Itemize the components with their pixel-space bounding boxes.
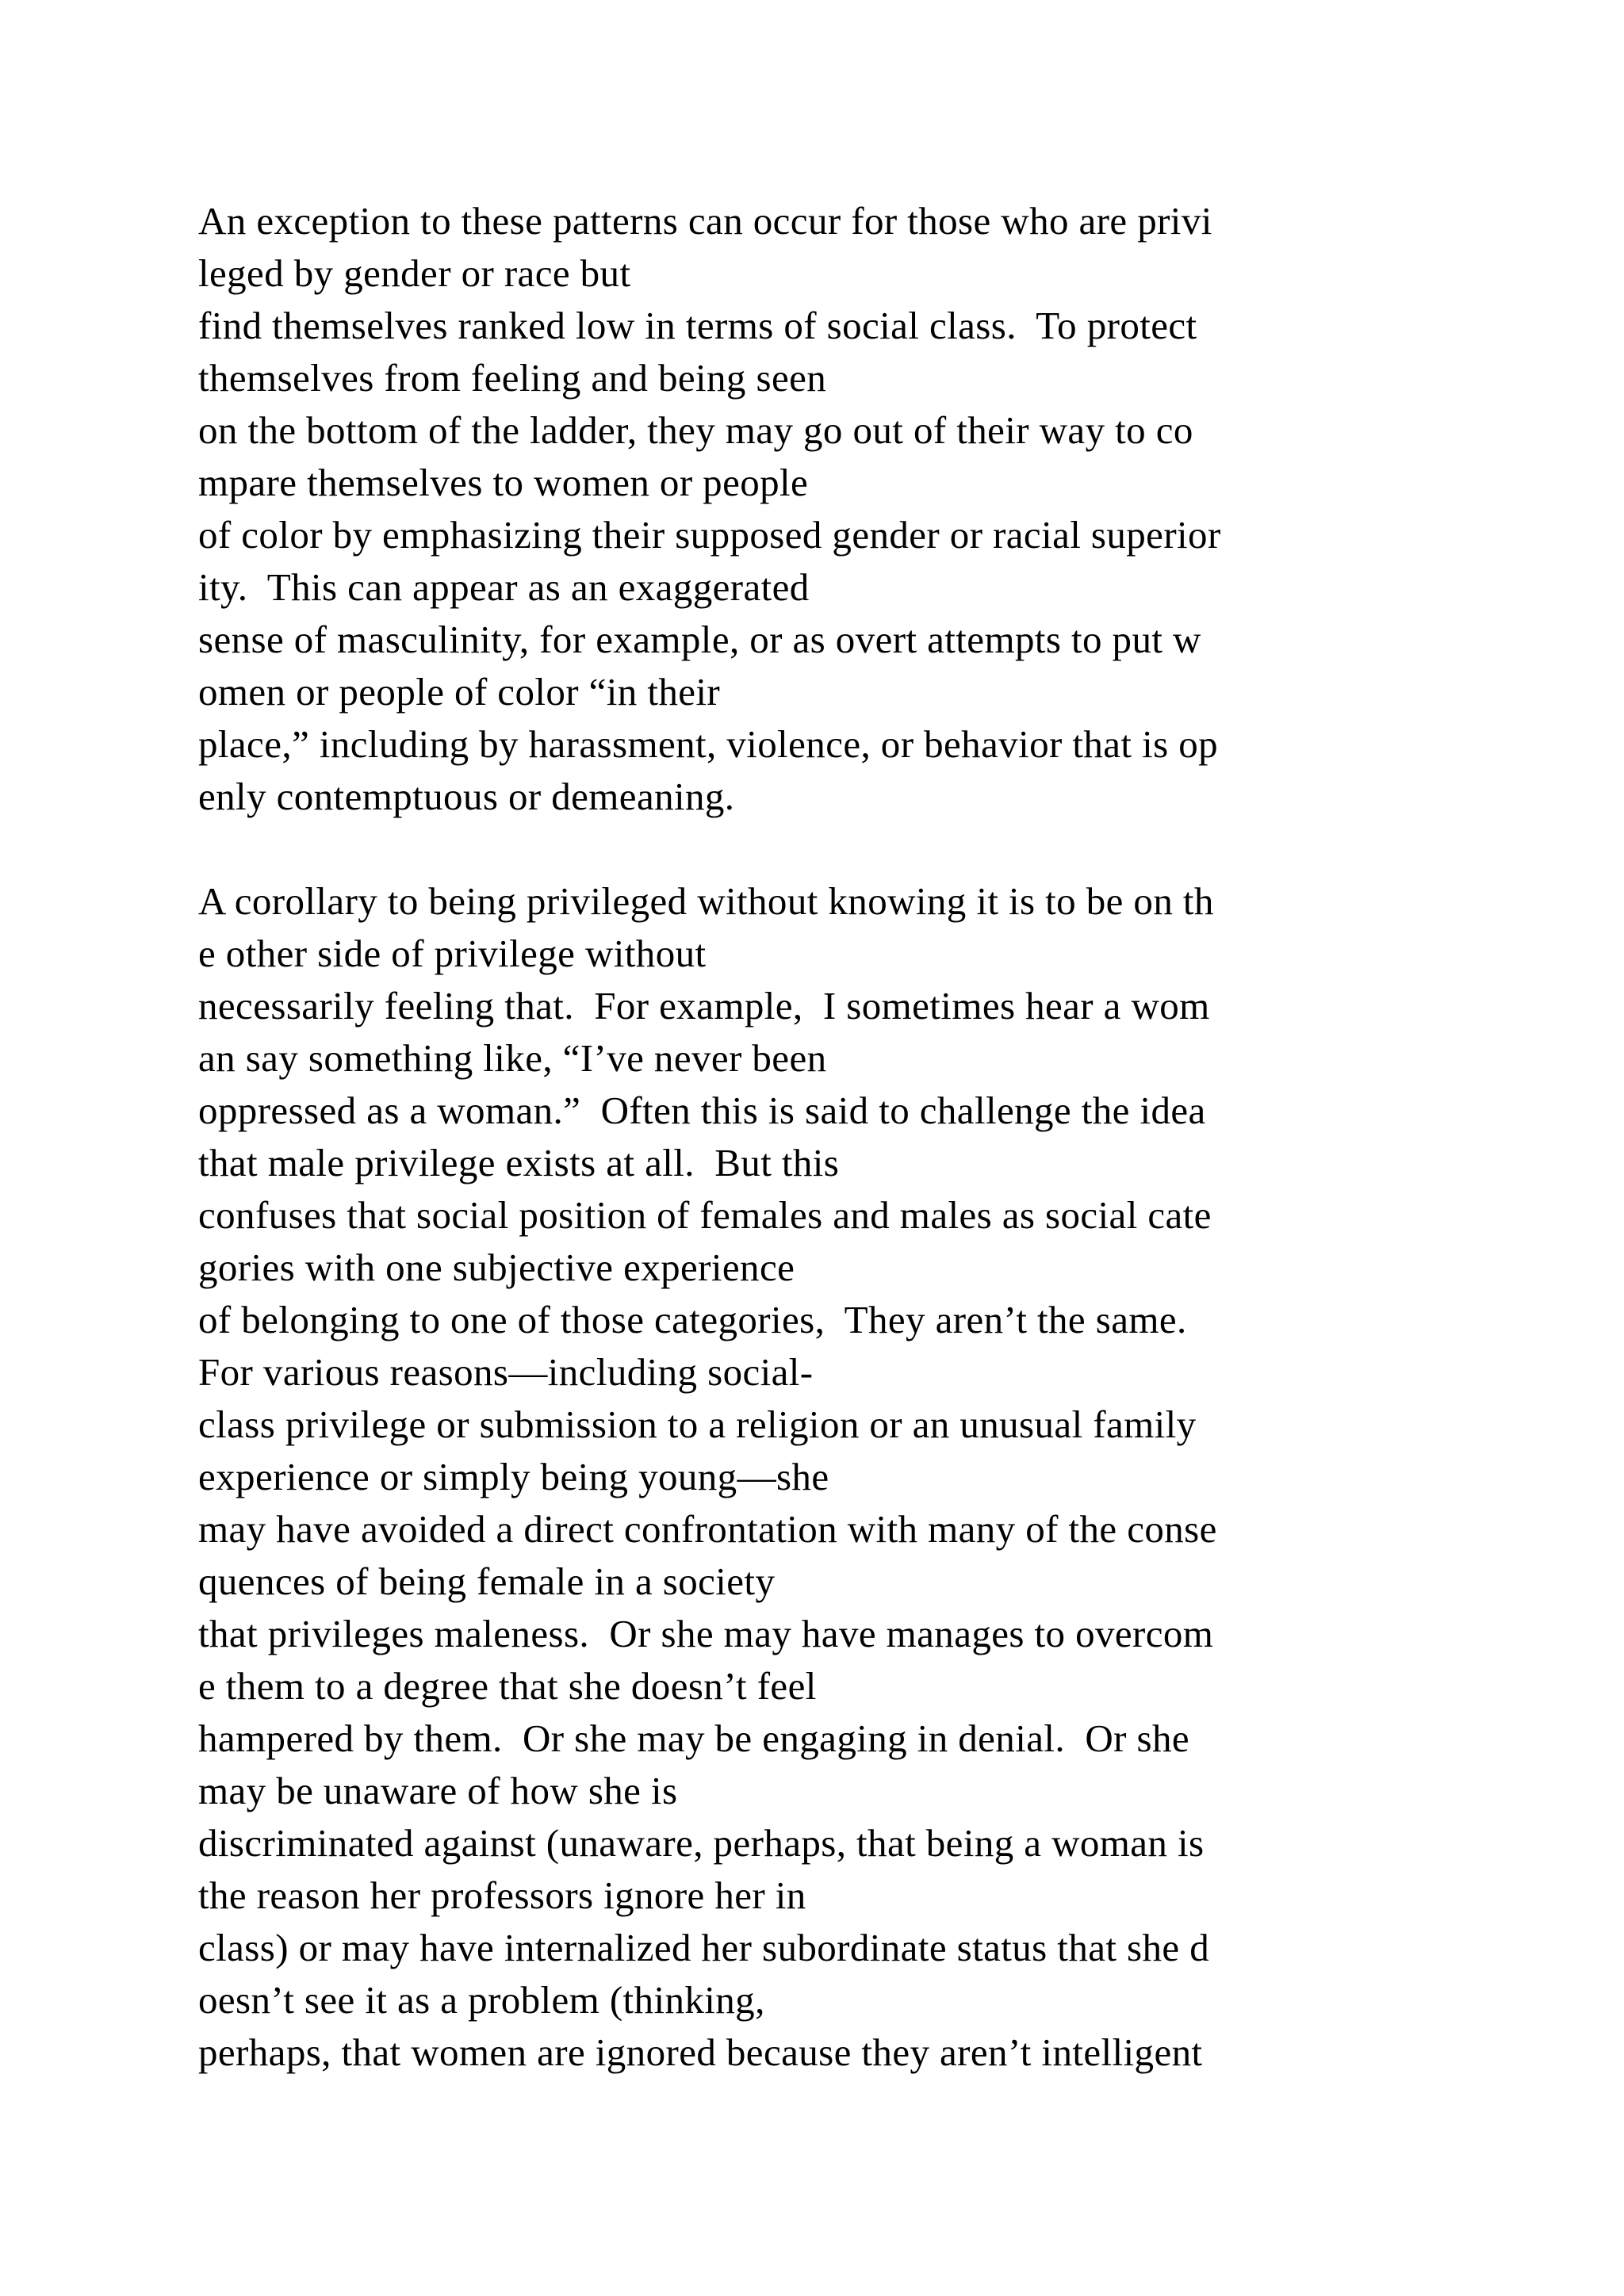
text-line: the reason her professors ignore her in [198, 1873, 806, 1917]
paragraph-gap [198, 823, 1546, 875]
text-line: themselves from feeling and being seen [198, 356, 827, 400]
text-line: that privileges maleness. Or she may have manages to overcom [198, 1612, 1214, 1655]
text-line: ity. This can appear as an exaggerated [198, 565, 810, 609]
text-line: find themselves ranked low in terms of social class. To protect [198, 304, 1197, 347]
text-line: place,” including by harassment, violence, or behavior that is op [198, 722, 1219, 766]
text-line: sense of masculinity, for example, or as overt attempts to put w [198, 618, 1201, 661]
text-line: quences of being female in a society [198, 1559, 776, 1603]
text-line: An exception to these patterns can occur for those who are privi [198, 199, 1212, 243]
text-line: an say something like, “I’ve never been [198, 1036, 827, 1080]
text-line: oppressed as a woman.” Often this is said to challenge the idea [198, 1089, 1206, 1132]
paragraph-1 [198, 195, 1546, 823]
text-line: e them to a degree that she doesn’t feel [198, 1664, 817, 1708]
text-line: discriminated against (unaware, perhaps, that being a woman is [198, 1821, 1205, 1865]
paragraph-2 [198, 875, 1546, 2079]
text-line: leged by gender or race but [198, 251, 631, 295]
text-line: may have avoided a direct confrontation with many of the conse [198, 1507, 1217, 1551]
text-line: enly contemptuous or demeaning. [198, 775, 735, 818]
text-line: gories with one subjective experience [198, 1246, 795, 1289]
text-line: necessarily feeling that. For example, I sometimes hear a wom [198, 984, 1210, 1027]
text-line: that male privilege exists at all. But this [198, 1141, 840, 1184]
text-line: A corollary to being privileged without knowing it is to be on th [198, 879, 1214, 923]
text-line: e other side of privilege without [198, 932, 707, 975]
text-line: omen or people of color “in their [198, 670, 721, 714]
text-line: class) or may have internalized her subordinate status that she d [198, 1926, 1210, 1969]
text-line: perhaps, that women are ignored because they aren’t intelligent [198, 2030, 1203, 2074]
text-line: class privilege or submission to a religion or an unusual family [198, 1402, 1197, 1446]
text-line: oesn’t see it as a problem (thinking, [198, 1978, 765, 2022]
text-line: of color by emphasizing their supposed gender or racial superior [198, 513, 1221, 557]
text-line: may be unaware of how she is [198, 1769, 678, 1812]
text-line: hampered by them. Or she may be engaging in denial. Or she [198, 1716, 1190, 1760]
document-body [198, 195, 1546, 2079]
text-line: For various reasons—including social- [198, 1350, 814, 1394]
text-line: on the bottom of the ladder, they may go out of their way to co [198, 408, 1193, 452]
text-line: mpare themselves to women or people [198, 461, 809, 504]
text-line: confuses that social position of females and males as social cate [198, 1193, 1212, 1237]
text-line: experience or simply being young—she [198, 1455, 829, 1498]
text-line: of belonging to one of those categories, They aren’t the same. [198, 1298, 1187, 1341]
